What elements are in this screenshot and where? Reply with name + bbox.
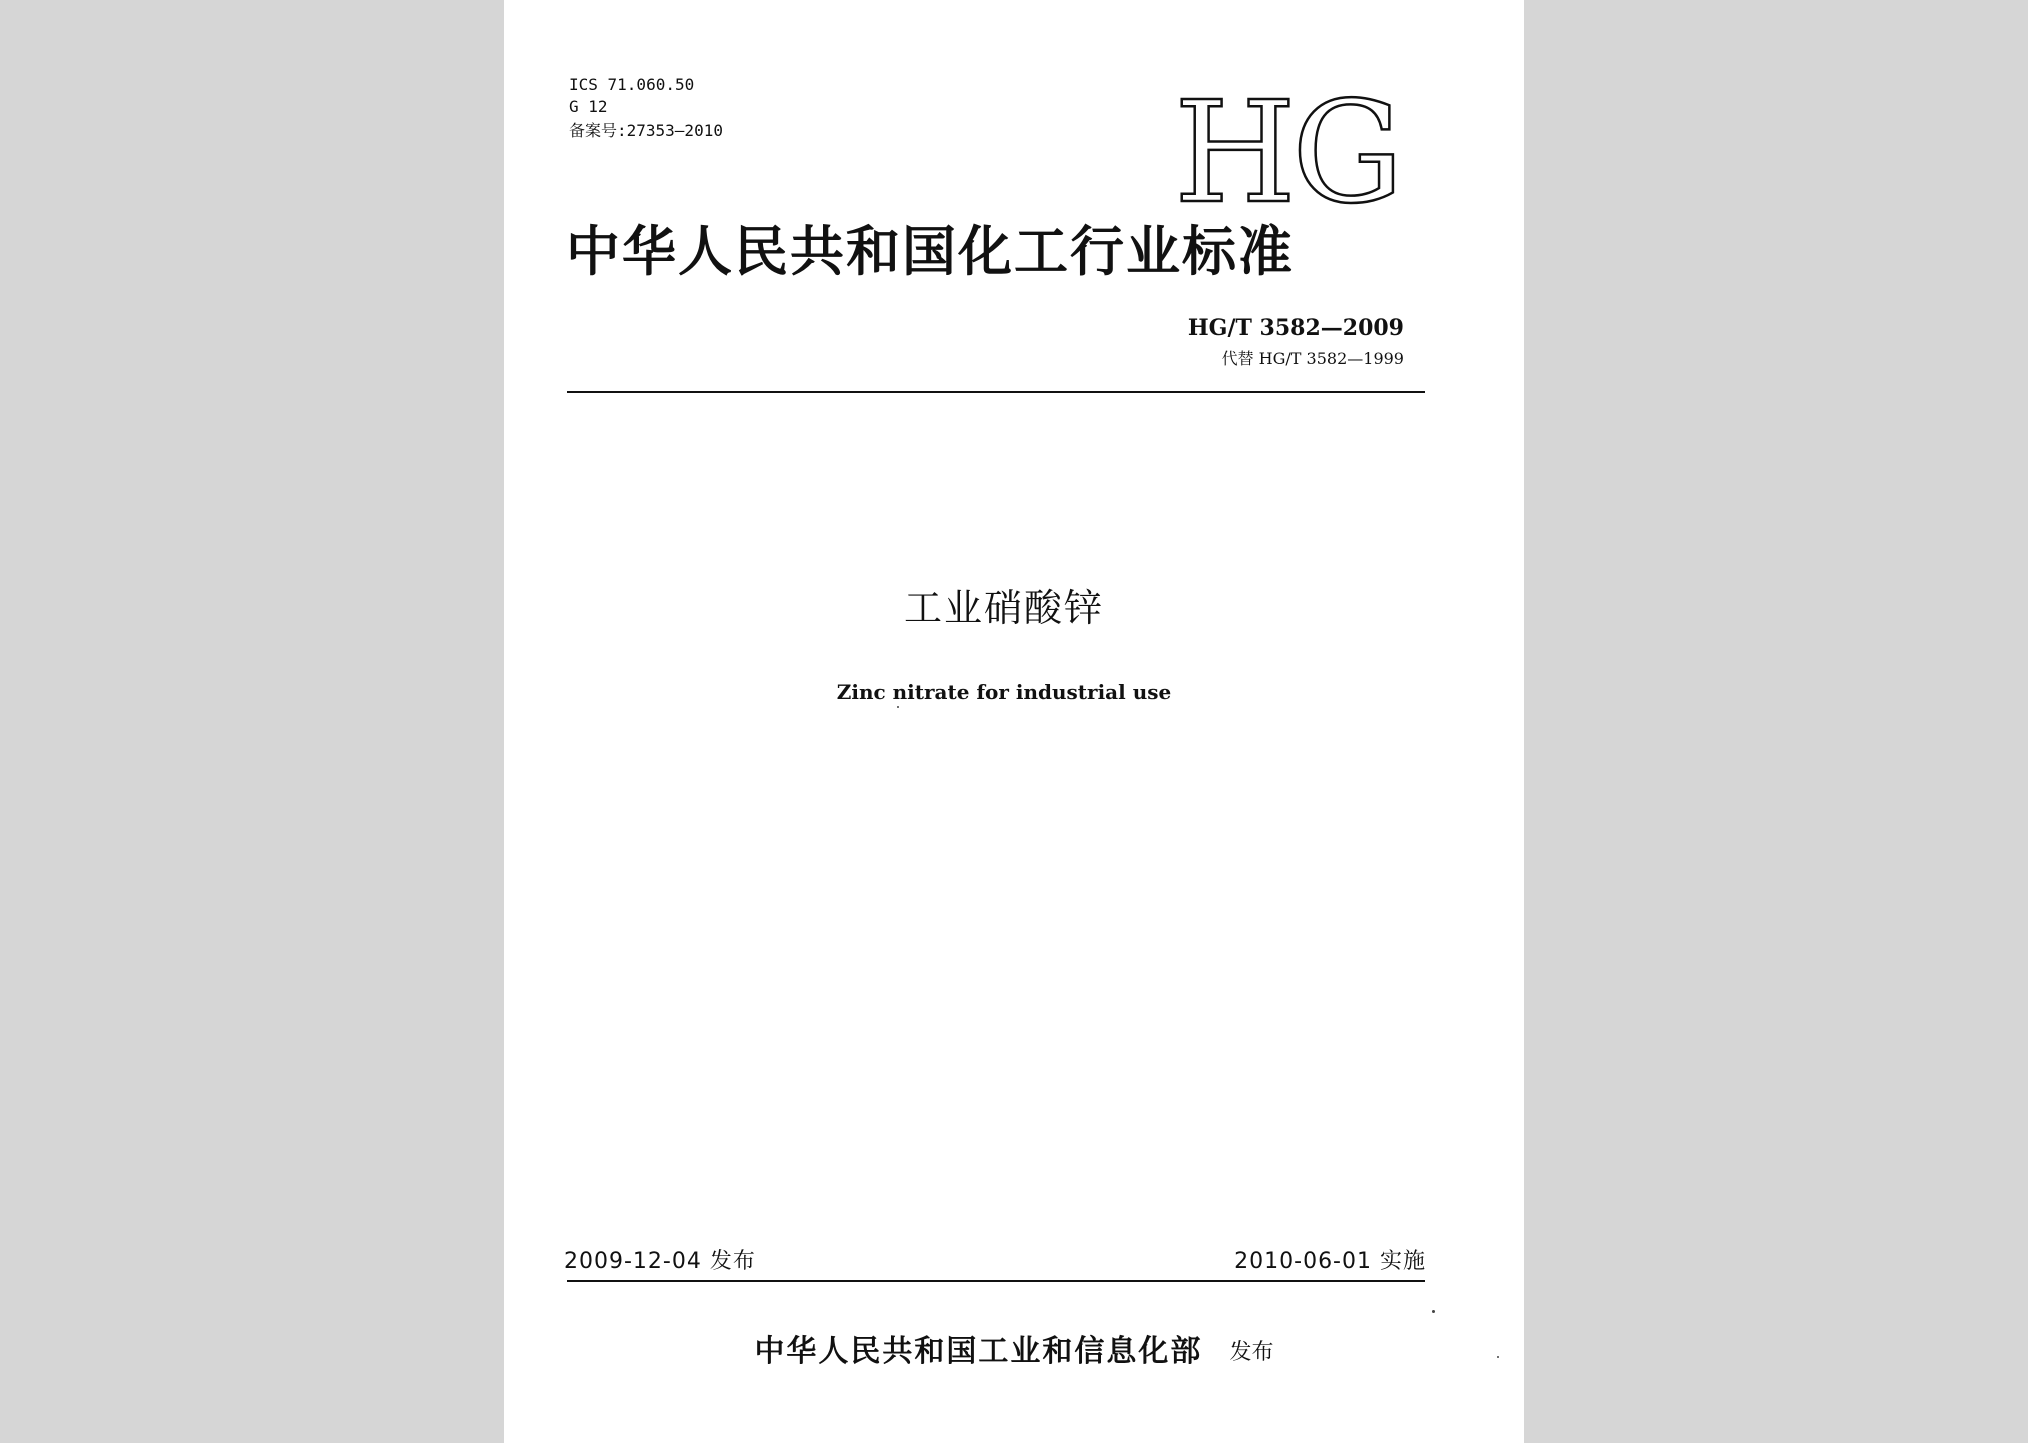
ccs-code: G 12 bbox=[569, 97, 608, 116]
hg-logo: HG bbox=[1174, 72, 1400, 235]
replaces-standard: 代替 HG/T 3582—1999 bbox=[1221, 349, 1404, 368]
issuer-line bbox=[504, 1326, 1524, 1370]
effective-date: 2010-06-01 实施 bbox=[1234, 1249, 1426, 1274]
record-number: 备案号:27353—2010 bbox=[569, 121, 723, 140]
issue-date: 2009-12-04 发布 bbox=[564, 1249, 756, 1274]
scan-speck bbox=[897, 706, 899, 708]
standard-category-title: 中华人民共和国化工行业标准 bbox=[566, 220, 1294, 283]
standard-number: HG/T 3582—2009 bbox=[1187, 315, 1404, 341]
ics-code: ICS 71.060.50 bbox=[569, 75, 695, 94]
header-divider bbox=[567, 391, 1425, 393]
issuer-suffix: 发布 bbox=[1229, 1340, 1274, 1365]
document-title-cn: 工业硝酸锌 bbox=[903, 586, 1104, 630]
scan-speck bbox=[1497, 1356, 1499, 1358]
footer-divider bbox=[567, 1280, 1425, 1282]
scan-speck bbox=[1432, 1310, 1435, 1313]
document-cover-page bbox=[504, 0, 1524, 1443]
issuer-name: 中华人民共和国工业和信息化部 bbox=[754, 1334, 1203, 1369]
document-title-en: Zinc nitrate for industrial use bbox=[836, 680, 1172, 704]
